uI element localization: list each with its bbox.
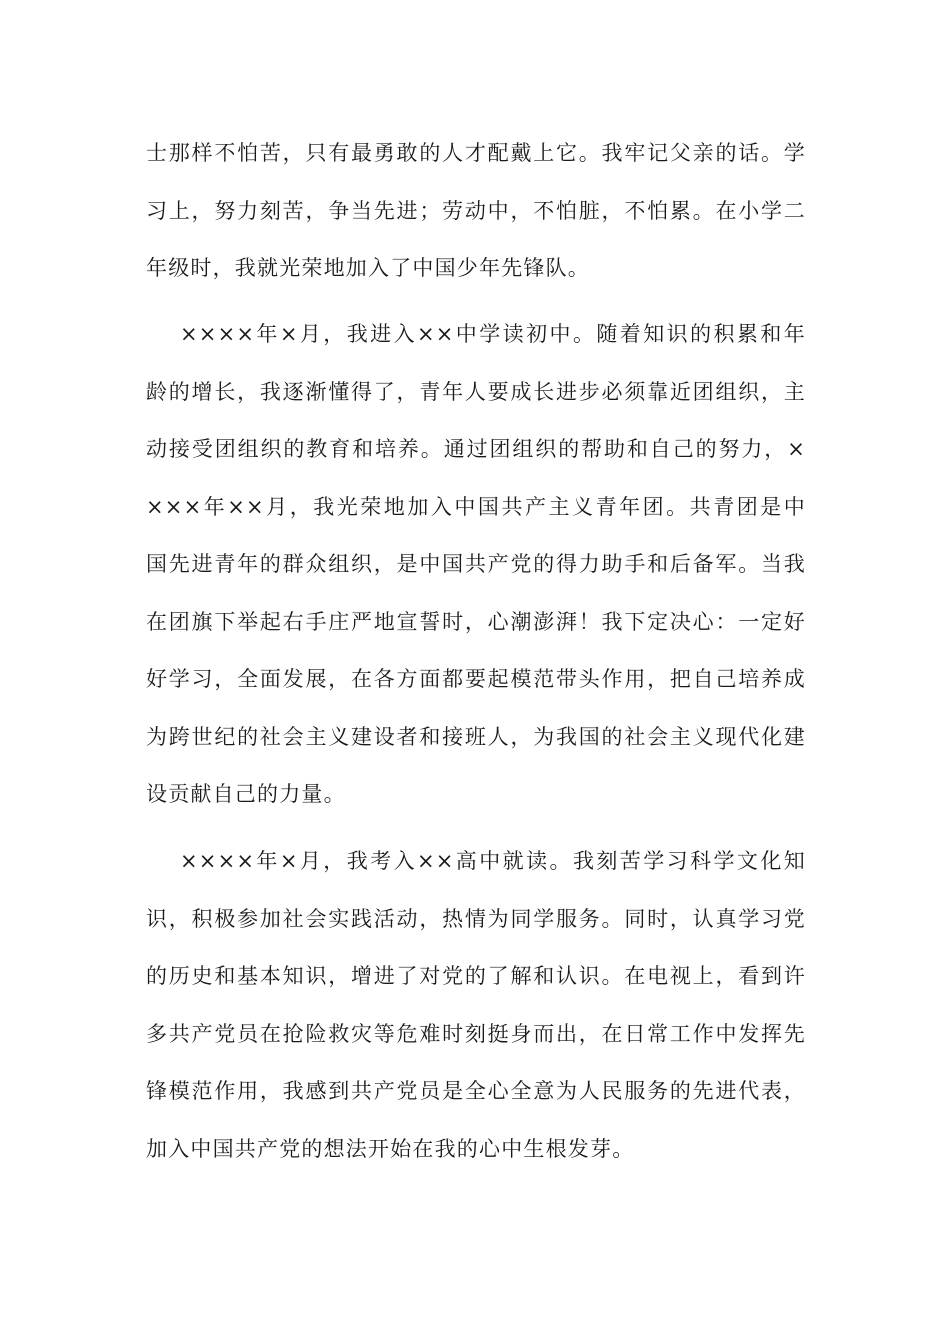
text-line: 动接受团组织的教育和培养。通过团组织的帮助和自己的努力，×: [146, 437, 806, 461]
paragraph-1: [146, 125, 806, 298]
text-line: 识，积极参加社会实践活动，热情为同学服务。同时，认真学习党: [146, 906, 806, 931]
text-line: 加入中国共产党的想法开始在我的心中生根发芽。: [146, 1136, 635, 1161]
text-line: 设贡献自己的力量。: [146, 782, 346, 806]
text-line: ×××年××月，我光荣地加入中国共产主义青年团。共青团是中: [146, 494, 806, 519]
text-line: 多共产党员在抢险救灾等危难时刻挺身而出，在日常工作中发挥先: [146, 1021, 806, 1046]
paragraph-2: [146, 306, 806, 824]
text-line: 士那样不怕苦，只有最勇敢的人才配戴上它。我牢记父亲的话。学: [146, 141, 806, 165]
text-line: ××××年×月，我进入××中学读初中。随着知识的积累和年: [180, 322, 806, 346]
text-line: 习上，努力刻苦，争当先进；劳动中，不怕脏，不怕累。在小学二: [146, 198, 806, 223]
text-line: 龄的增长，我逐渐懂得了，青年人要成长进步必须靠近团组织，主: [146, 379, 806, 404]
text-line: 国先进青年的群众组织，是中国共产党的得力助手和后备军。当我: [146, 552, 806, 576]
text-line: 好学习，全面发展，在各方面都要起模范带头作用，把自己培养成: [146, 667, 806, 691]
text-line: 的历史和基本知识，增进了对党的了解和认识。在电视上，看到许: [146, 964, 806, 988]
text-line: 年级时，我就光荣地加入了中国少年先锋队。: [146, 256, 590, 280]
text-line: 锋模范作用，我感到共产党员是全心全意为人民服务的先进代表，: [146, 1079, 806, 1103]
text-line: ××××年×月，我考入××高中就读。我刻苦学习科学文化知: [180, 849, 806, 873]
paragraph-3: [146, 833, 806, 1178]
text-line: 在团旗下举起右手庄严地宣誓时，心潮澎湃！我下定决心：一定好: [146, 609, 806, 634]
text-line: 为跨世纪的社会主义建设者和接班人，为我国的社会主义现代化建: [146, 724, 806, 749]
